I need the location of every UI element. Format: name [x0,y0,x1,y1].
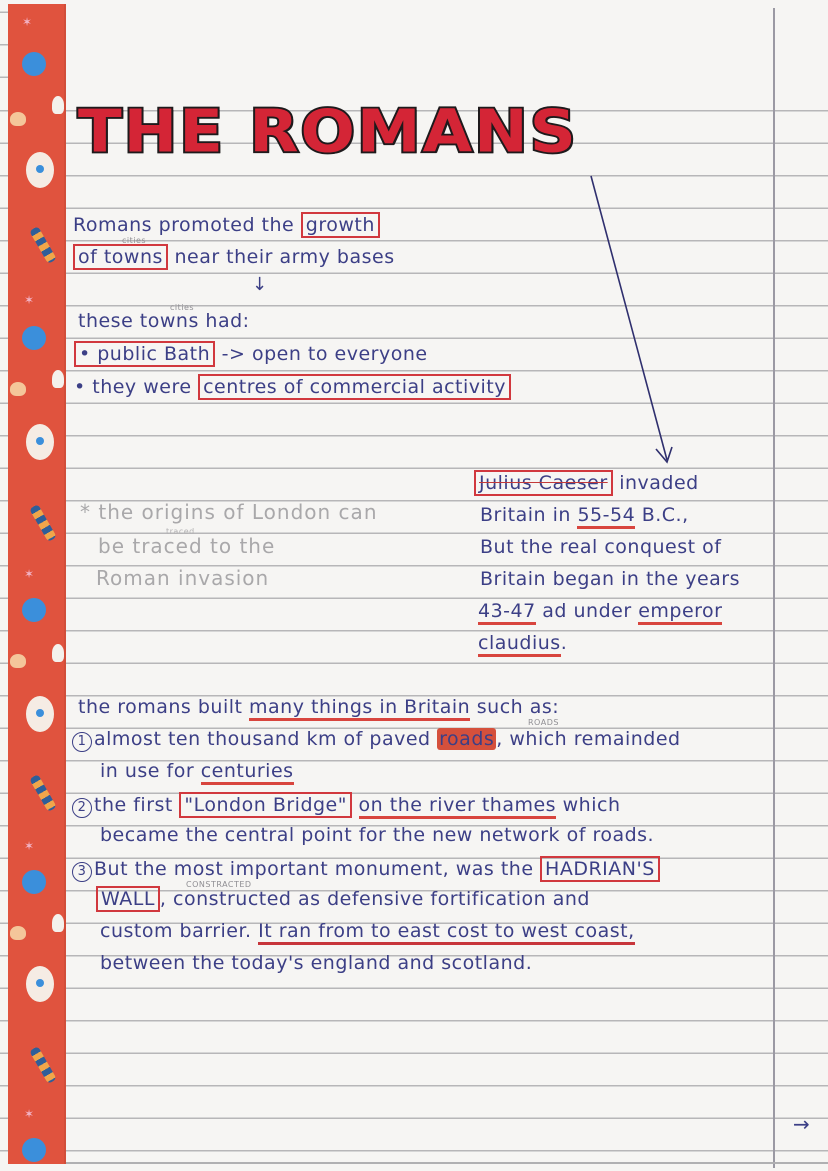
bullet-text: -> open to everyone [215,343,428,365]
margin-line [773,8,775,1168]
ghost-icon [52,914,64,932]
bullet-text: • they were [74,376,199,398]
built-text: such as: [470,696,560,718]
list-text: the first [94,794,180,816]
blue-ball-icon [22,326,46,350]
boxed-term-wall: WALL [96,886,160,912]
blue-ball-icon [22,52,46,76]
caesar-text: ad under [535,600,639,622]
intro-line-2 [73,244,395,270]
page-header-space [66,0,828,108]
list-item-2-cont: became the central point for the new network of roads. [100,824,655,846]
hand-icon [10,654,26,668]
swirl-icon [26,696,54,732]
underlined-claudius: claudius [478,632,561,657]
bottom-rule [66,1162,828,1164]
bullet-public-bath [74,341,428,367]
bullet-commercial-centres [74,374,511,400]
underlined-river-thames: on the river thames [359,794,557,819]
caesar-line-1 [474,470,699,496]
annotation-roads: ROADS [528,718,559,727]
boxed-term-public-bath: • public Bath [74,341,215,367]
scarf-icon [29,1046,57,1084]
list-item-2 [72,792,620,818]
annotation-cities: cities [122,236,147,245]
list-text: , which remainded [496,728,681,750]
caesar-text: invaded [612,472,699,494]
hand-icon [10,382,26,396]
scarf-icon [29,504,57,542]
down-arrow-icon: ↓ [252,274,268,295]
swirl-icon [26,424,54,460]
page-title: THE ROMANS [78,98,578,167]
london-note-line-2: be traced to the [98,534,276,558]
intro-text: near their army bases [167,246,395,268]
list-item-1 [72,728,681,752]
annotation-traced: traced [166,527,195,536]
built-text: the romans built [78,696,250,718]
ghost-icon [52,644,64,662]
caesar-line-4: Britain began in the years [480,568,740,590]
caesar-line-2 [480,504,689,526]
blue-ball-icon [22,598,46,622]
date-43-47-ad: 43-47 [478,600,536,625]
swirl-icon [26,152,54,188]
underlined-emperor: emperor [638,600,722,625]
london-note-line-3: Roman invasion [96,566,270,590]
number-circle-icon: 3 [72,862,92,882]
hand-icon [10,926,26,940]
boxed-term-hadrians: HADRIAN'S [540,856,660,882]
boxed-term-london-bridge: "London Bridge" [179,792,352,818]
intro-text: Romans promoted the [73,214,301,236]
list-text: , constructed as defensive fortification and [159,888,590,910]
list-item-3-line-2 [96,886,590,912]
star-icon: ✶ [24,839,35,853]
caesar-line-6 [478,632,567,654]
caesar-text: B.C., [635,504,689,526]
list-text: which [556,794,621,816]
list-item-1-cont [100,760,294,782]
boxed-name-julius-caeser: Julius Caeser [474,470,613,496]
underlined-centuries: centuries [201,760,294,785]
list-item-3-line-3 [100,920,635,942]
caesar-line-5 [478,600,722,622]
list-text: But the most important monument, was the [94,858,541,880]
blue-ball-icon [22,1138,46,1162]
ghost-icon [52,96,64,114]
number-circle-icon: 2 [72,798,92,818]
caesar-text: Britain in [480,504,578,526]
caesar-line-3: But the real conquest of [480,536,722,558]
intro-line-1 [73,212,380,238]
london-note-line-1: * the origins of London can [80,500,378,524]
list-item-3-line-4: between the today's england and scotland. [100,952,533,974]
scarf-icon [29,774,57,812]
highlighted-roads: roads [439,728,495,750]
blue-ball-icon [22,870,46,894]
ghost-icon [52,370,64,388]
washi-tape-strip [8,4,66,1164]
date-55-54-bc: 55-54 [577,504,635,529]
star-icon: ✶ [22,15,33,29]
hand-icon [10,112,26,126]
caesar-text: . [560,632,568,654]
star-icon: ✶ [24,567,35,581]
list-text: almost ten thousand km of paved [94,728,438,750]
underlined-east-west-coast: It ran from to east cost to west coast, [258,920,635,945]
boxed-term-of-towns: of towns [73,244,168,270]
list-text: in use for [100,760,201,782]
swirl-icon [26,966,54,1002]
underlined-many-things: many things in Britain [249,696,470,721]
next-page-arrow-icon: → [793,1112,811,1136]
scarf-icon [29,226,57,264]
built-heading [78,696,559,718]
boxed-term-commercial-activity: centres of commercial activity [198,374,511,400]
list-item-3 [72,856,660,882]
star-icon: ✶ [24,1107,35,1121]
towns-had-heading: these towns had: [78,310,250,332]
list-text: custom barrier. [100,920,259,942]
star-icon: ✶ [24,293,35,307]
annotation-cities: cities [170,303,195,312]
number-circle-icon: 1 [72,732,92,752]
boxed-term-growth: growth [301,212,380,238]
annotation-constracted: CONSTRACTED [186,880,252,889]
